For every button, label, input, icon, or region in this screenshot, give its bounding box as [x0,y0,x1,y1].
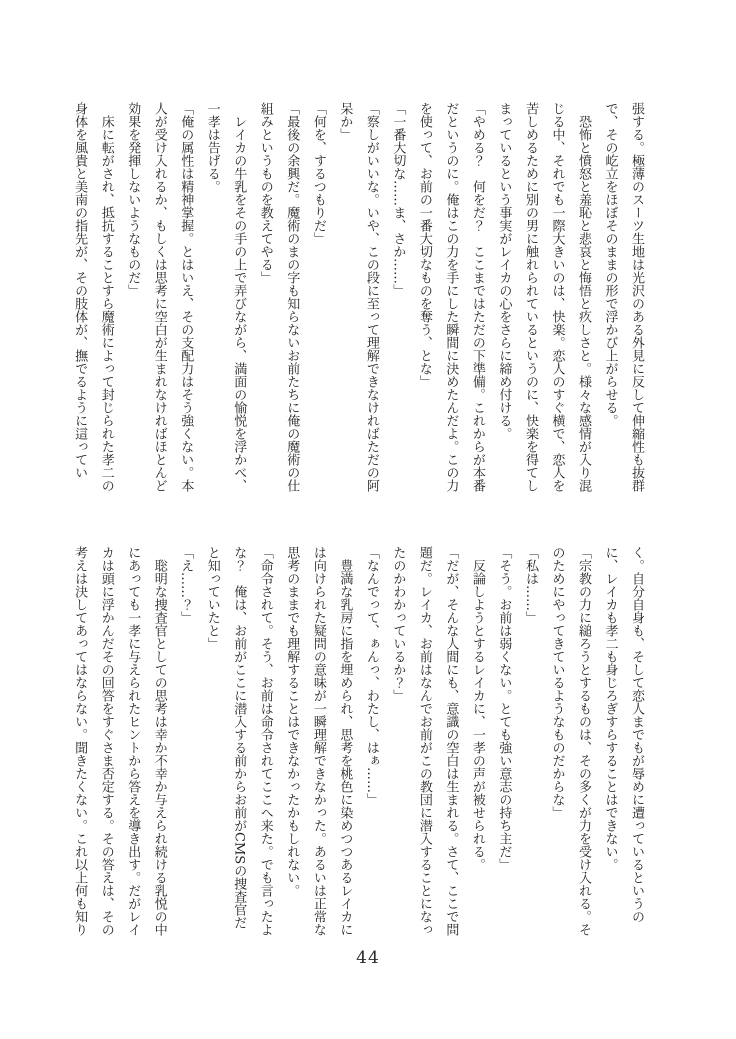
paragraph: レイカの牛乳をその手の上で弄びながら、満面の愉悦を浮かべ、一孝は告げる。 [204,102,247,492]
paragraph: 「私は……」 [522,546,538,624]
paragraph: く。自分自身も、そして恋人までもが辱めに遭っているというのに、レイカも孝二も身じろぎすらすることはできない。 [602,546,644,923]
paragraph: 「なんでって、ぁんっ、わたし、はぁ……」 [363,546,379,806]
paragraph: 「だが、そんな人間にも、意識の空白は生まれる。さて、ここで問題だ。レイカ、お前はなんでお前がこの教団に潜入することになったのかわかっているか？」 [390,546,459,936]
paragraph: 反論しようとするレイカに、一孝の声が被せられる。 [469,559,485,871]
paragraph: 「察しがいいな。いや、この段に至って理解できなければただの阿呆か」 [337,102,379,492]
paragraph: 「最後の余興だ。魔術のまの字も知らないお前たちに俺の魔術の仕組みというものを教えてやる」 [257,102,300,492]
paragraph: 豊満な乳房に指を埋められ、思考を桃色に染めつつあるレイカには向けられた疑問の意味が一瞬理解できなかった。あるいは正常な思考のままでも理解することはできなかったかもしれない。 [284,546,353,936]
paragraph: 「何を、するつもりだ」 [310,102,326,245]
paragraph: 床に転がされ、抵抗することすら魔術によって封じられた孝二の身体を風貴と美南の指先が、その肢体が、撫でるように這ってい [72,102,114,492]
paragraph: 聡明な捜査官としての思考は幸か不幸か与えられ続ける乳悦の中にあっても一孝に与えられたヒントから答えを導き出す。だがレイカは頭に浮かんだその回答をすぐさま否定する。その答えは、その考えは決してあってはならない。聞きたくない。これ以上何も知り [72,546,167,936]
paragraph: 「え……？」 [178,546,194,624]
paragraph: 「宗教の力に縋ろうとするものは、その多くが力を受け入れる。そのためにやってきているようなものだからな」 [549,546,591,936]
paragraph: 「命令されて。そう、お前は命令されてここへ来た。でも言ったよな？ 俺は、お前がここに潜入する前からお前がCMSの捜査官だと知っていたと」 [204,546,273,936]
text-block-bottom [66,546,649,940]
paragraph: 「やめる？ 何をだ？ ここまではただの下準備。これからが本番だというのに。俺はこの力を手にした瞬間に決めたんだよ。この力を使って、お前の一番大切なものを奪う、とな」 [416,102,485,492]
paragraph: 「俺の属性は精神掌握。とはいえ、その支配力はそう強くない。本人が受け入れるか、もしくは思考に空白が生まれなければほとんど効果を発揮しないようなものだ」 [125,102,194,492]
paragraph: 「そう。お前は弱くない。とても強い意志の持ち主だ」 [496,546,512,871]
paragraph: 張する。極薄のスーツ生地は光沢のある外見に反して伸縮性も抜群で、その屹立をほぼそのままの形で浮かび上がらせる。 [602,102,644,492]
paragraph: 恐怖と憤怒と羞恥と悲哀と悔悟と疚しさと。様々な感情が入り混じる中、それでも一際大きいのは、快楽。恋人のすぐ横で、恋人を苦しめるために別の男に触れられているというのに、快楽を得てしまっているという事実がレイカの心をさらに締め付ける。 [496,102,591,492]
page-number: 44 [356,948,380,968]
text-block-top [66,102,649,496]
paragraph: 「一番大切な……ま、さか……」 [390,102,406,297]
